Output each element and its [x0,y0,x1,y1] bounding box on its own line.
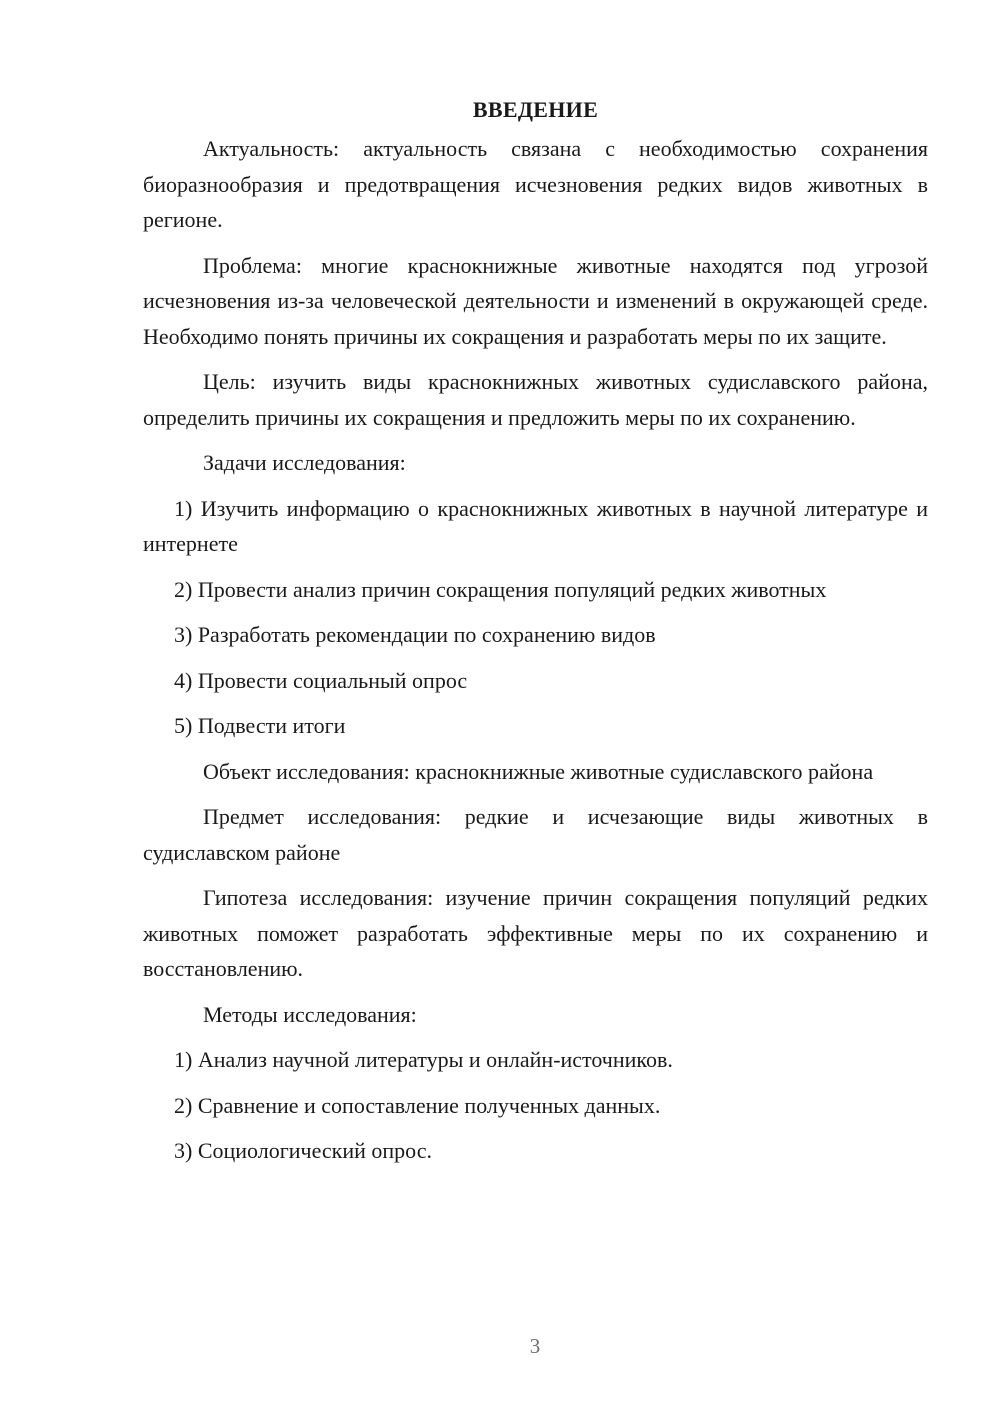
page-body [143,95,928,1179]
paragraph-problem: Проблема: многие краснокнижные животные находятся под угрозой исчезновения из-за человеческой деятельности и изменений в окружающей среде. Необходимо понять причины их сокращения и разработать меры по их защите. [143,252,928,349]
method-item: 3) Социологический опрос. [174,1138,432,1163]
method-item: 2) Сравнение и сопоставление полученных данных. [174,1092,661,1118]
task-item: 1) Изучить информацию о краснокнижных животных в научной литературе и интернете [143,495,928,556]
paragraph-object: Объект исследования: краснокнижные животные судиславского района [203,758,874,784]
paragraph-goal: Цель: изучить виды краснокнижных животных судиславского района, определить причины их сокращения и предложить меры по их сохранению. [143,369,928,430]
method-item: 1) Анализ научной литературы и онлайн-источников. [174,1047,673,1072]
task-item: 4) Провести социальный опрос [174,667,468,693]
task-item: 2) Провести анализ причин сокращения популяций редких животных [174,576,827,602]
task-item: 3) Разработать рекомендации по сохранению видов [174,622,656,647]
task-item: 5) Подвести итоги [174,713,346,738]
tasks-heading: Задачи исследования: [203,450,406,475]
paragraph-subject: Предмет исследования: редкие и исчезающие виды животных в судиславском районе [143,804,928,865]
paragraph-relevance: Актуальность: актуальность связана с необходимостью сохранения биоразнообразия и предотвращения исчезновения редких видов животных в регионе. [143,136,928,232]
page-number: 3 [529,1334,541,1358]
methods-heading: Методы исследования: [203,1001,417,1027]
paragraph-hypothesis: Гипотеза исследования: изучение причин сокращения популяций редких животных поможет разработать эффективные меры по их сохранению и восстановлению. [143,885,928,981]
page-title: ВВЕДЕНИЕ [472,97,599,122]
